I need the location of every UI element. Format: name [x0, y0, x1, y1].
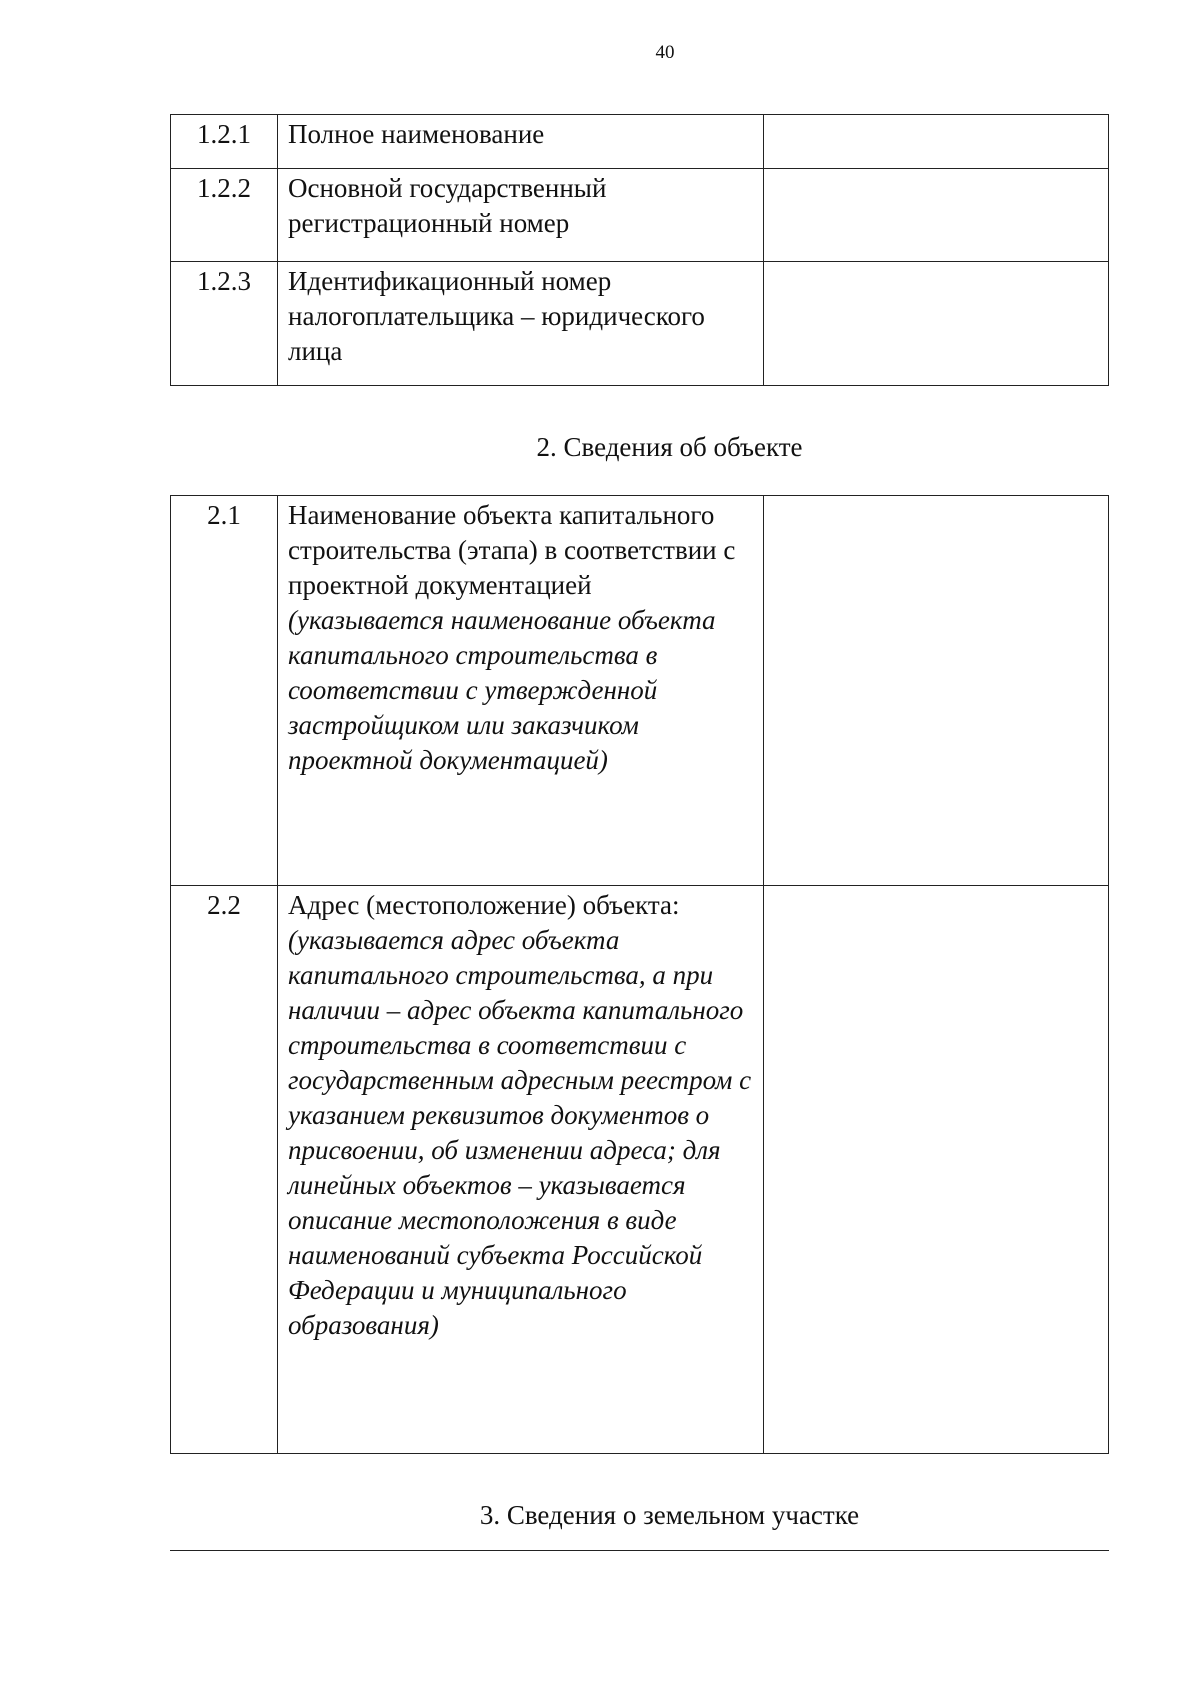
section-3-heading: 3. Сведения о земельном участке: [479, 1500, 860, 1530]
table-row: [171, 169, 1109, 262]
page-number: 40: [655, 42, 675, 63]
row-label-text: Основной государственный регистрационный номер: [288, 173, 607, 238]
table-row: [171, 886, 1109, 1454]
applicant-details-table: [170, 114, 1109, 386]
row-label-text: Идентификационный номер налогоплательщика – юридического лица: [288, 266, 705, 366]
row-number: 1.2.1: [171, 115, 278, 169]
row-value-cell: [764, 496, 1109, 886]
row-label: [278, 115, 764, 169]
table-row: [171, 115, 1109, 169]
row-note: (указывается адрес объекта капитального строительства, а при наличии – адрес объекта капитального строительства в соответствии с государственным адресным реестром с указанием реквизитов документов о присвоении, об изменении адреса; для линейных объектов – указывается описание местоположения в виде наименований субъекта Российской Федерации и муниципального образования): [288, 925, 752, 1340]
row-label-text: Адрес (местоположение) объекта:: [288, 890, 680, 920]
row-label: [278, 496, 764, 886]
row-value-cell: [764, 169, 1109, 262]
row-value-cell: [764, 262, 1109, 386]
row-label: [278, 886, 764, 1454]
row-value-cell: [764, 886, 1109, 1454]
row-label-text: Наименование объекта капитального строительства (этапа) в соответствии с проектной документацией: [288, 500, 736, 600]
object-details-table: [170, 495, 1109, 1454]
row-number: 1.2.2: [171, 169, 278, 262]
row-number: 2.1: [171, 496, 278, 886]
section-2-heading: 2. Сведения об объекте: [536, 432, 803, 462]
row-label-text: Полное наименование: [288, 119, 545, 149]
row-label: [278, 262, 764, 386]
row-label: [278, 169, 764, 262]
table-row: [171, 496, 1109, 886]
row-note: (указывается наименование объекта капитального строительства в соответствии с утвержденной застройщиком или заказчиком проектной документацией): [288, 605, 716, 775]
row-number: 2.2: [171, 886, 278, 1454]
table-row: [171, 262, 1109, 386]
table-top-border: [170, 1550, 1109, 1551]
row-number: 1.2.3: [171, 262, 278, 386]
row-value-cell: [764, 115, 1109, 169]
